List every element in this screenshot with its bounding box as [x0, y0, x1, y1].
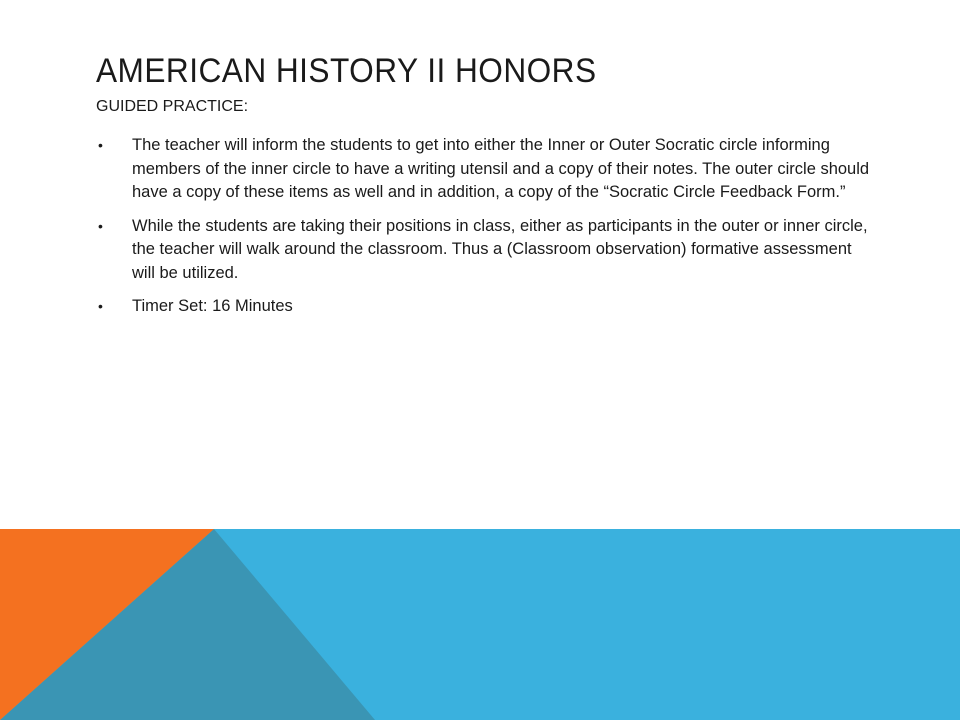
bullet-list — [96, 134, 876, 329]
bullet-item — [96, 295, 876, 319]
bullet-text: Timer Set: 16 Minutes — [132, 297, 293, 315]
slide-title: AMERICAN HISTORY II HONORS — [96, 52, 597, 90]
section-subtitle: GUIDED PRACTICE: — [96, 98, 249, 115]
bullet-icon: • — [98, 298, 103, 314]
bullet-text: The teacher will inform the students to get into either the Inner or Outer Socratic circle informing members of the inner circle to have a writing utensil and a copy of their notes. The outer circle should have a copy of these items as well and in addition, a copy of the “Socratic Circle Feedback Form.” — [132, 136, 870, 201]
bullet-item — [96, 134, 876, 205]
bullet-text: While the students are taking their positions in class, either as participants in the outer or inner circle, the teacher will walk around the classroom. Thus a (Classroom observation) formative assessment will be utilized. — [132, 216, 868, 282]
bullet-icon: • — [98, 217, 103, 234]
decorative-footer-graphic — [0, 529, 960, 720]
bullet-icon: • — [98, 137, 103, 153]
bullet-item — [96, 215, 876, 286]
